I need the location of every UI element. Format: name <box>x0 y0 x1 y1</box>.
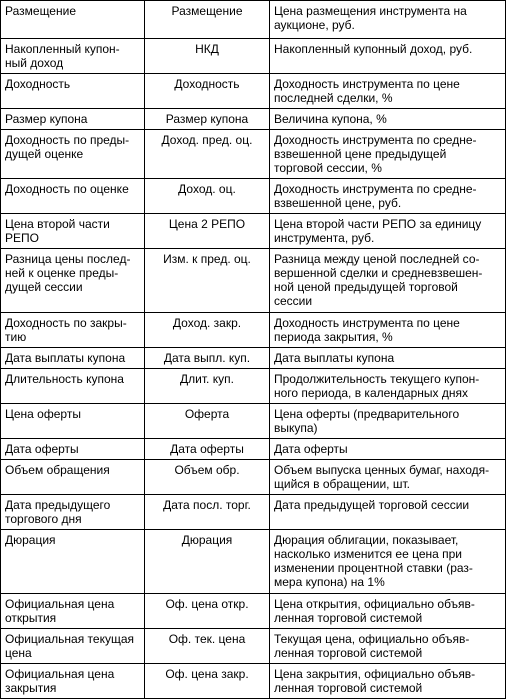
field-name-cell: Цена оферты <box>1 404 145 439</box>
short-name-cell: Объем обр. <box>145 460 270 495</box>
field-name-cell: Официальная цена открытия <box>1 594 145 629</box>
field-name-cell: Официальная текущая цена <box>1 629 145 664</box>
table-row <box>1 249 506 313</box>
short-name-cell: Оф. цена откр. <box>145 594 270 629</box>
table-row <box>1 313 506 348</box>
short-name-cell: Изм. к пред. оц. <box>145 249 270 313</box>
description-cell: Цена размещения инструмента на аукционе, руб. <box>270 1 506 39</box>
table-row <box>1 530 506 594</box>
description-cell: Текущая цена, официально объяв- ленная торговой системой <box>270 629 506 664</box>
short-name-cell: Дата посл. торг. <box>145 495 270 530</box>
table-row <box>1 664 506 699</box>
field-name-cell: Доходность <box>1 74 145 109</box>
field-name-cell: Официальная цена закрытия <box>1 664 145 699</box>
field-name-cell: Доходность по оценке <box>1 179 145 214</box>
table-row <box>1 39 506 74</box>
description-cell: Цена оферты (предварительного выкупа) <box>270 404 506 439</box>
short-name-cell: Дата оферты <box>145 439 270 460</box>
short-name-cell: Оф. тек. цена <box>145 629 270 664</box>
short-name-cell: Доход. закр. <box>145 313 270 348</box>
short-name-cell: Размещение <box>145 1 270 39</box>
description-cell: Доходность инструмента по цене последней сделки, % <box>270 74 506 109</box>
field-name-cell: Накопленный купон- ный доход <box>1 39 145 74</box>
table-row <box>1 594 506 629</box>
short-name-cell: Доход. оц. <box>145 179 270 214</box>
table-row <box>1 404 506 439</box>
field-name-cell: Дата оферты <box>1 439 145 460</box>
table-row <box>1 369 506 404</box>
short-name-cell: Дюрация <box>145 530 270 594</box>
description-cell: Разница между ценой последней со- вершенной сделки и средневзвешен- ной ценой предыдущей торговой сессии <box>270 249 506 313</box>
description-cell: Продолжительность текущего купон- ного периода, в календарных днях <box>270 369 506 404</box>
description-cell: Цена второй части РЕПО за единицу инструмента, руб. <box>270 214 506 249</box>
field-name-cell: Цена второй части РЕПО <box>1 214 145 249</box>
table-row <box>1 214 506 249</box>
field-name-cell: Разница цены послед- ней к оценке преды- дущей сессии <box>1 249 145 313</box>
description-cell: Дюрация облигации, показывает, насколько изменится ее цена при изменении процентной ставки (раз- мера купона) на 1% <box>270 530 506 594</box>
short-name-cell: Дата выпл. куп. <box>145 348 270 369</box>
table-row <box>1 109 506 130</box>
description-cell: Доходность инструмента по средне- взвешенной цене, руб. <box>270 179 506 214</box>
description-cell: Дата предыдущей торговой сессии <box>270 495 506 530</box>
field-name-cell: Длительность купона <box>1 369 145 404</box>
description-cell: Цена открытия, официально объяв- ленная торговой системой <box>270 594 506 629</box>
field-name-cell: Дюрация <box>1 530 145 594</box>
short-name-cell: НКД <box>145 39 270 74</box>
table-row <box>1 179 506 214</box>
table-row <box>1 495 506 530</box>
short-name-cell: Длит. куп. <box>145 369 270 404</box>
description-cell: Доходность инструмента по средне- взвешенной цене предыдущей торговой сессии, % <box>270 130 506 179</box>
field-name-cell: Доходность по преды- дущей оценке <box>1 130 145 179</box>
short-name-cell: Доход. пред. оц. <box>145 130 270 179</box>
table-row <box>1 348 506 369</box>
field-name-cell: Дата предыдущего торгового дня <box>1 495 145 530</box>
field-name-cell: Размер купона <box>1 109 145 130</box>
description-cell: Доходность инструмента по цене периода закрытия, % <box>270 313 506 348</box>
field-name-cell: Объем обращения <box>1 460 145 495</box>
field-name-cell: Доходность по закры- тию <box>1 313 145 348</box>
description-cell: Цена закрытия, официально объяв- ленная торговой системой <box>270 664 506 699</box>
table-row <box>1 629 506 664</box>
short-name-cell: Доходность <box>145 74 270 109</box>
description-cell: Величина купона, % <box>270 109 506 130</box>
table-row <box>1 439 506 460</box>
table-row <box>1 130 506 179</box>
short-name-cell: Оферта <box>145 404 270 439</box>
table-row <box>1 74 506 109</box>
description-cell: Объем выпуска ценных бумаг, находя- щийся в обращении, шт. <box>270 460 506 495</box>
description-cell: Накопленный купонный доход, руб. <box>270 39 506 74</box>
table-row <box>1 460 506 495</box>
short-name-cell: Оф. цена закр. <box>145 664 270 699</box>
field-name-cell: Размещение <box>1 1 145 39</box>
description-cell: Дата оферты <box>270 439 506 460</box>
table-row <box>1 1 506 39</box>
description-cell: Дата выплаты купона <box>270 348 506 369</box>
field-name-cell: Дата выплаты купона <box>1 348 145 369</box>
short-name-cell: Цена 2 РЕПО <box>145 214 270 249</box>
short-name-cell: Размер купона <box>145 109 270 130</box>
